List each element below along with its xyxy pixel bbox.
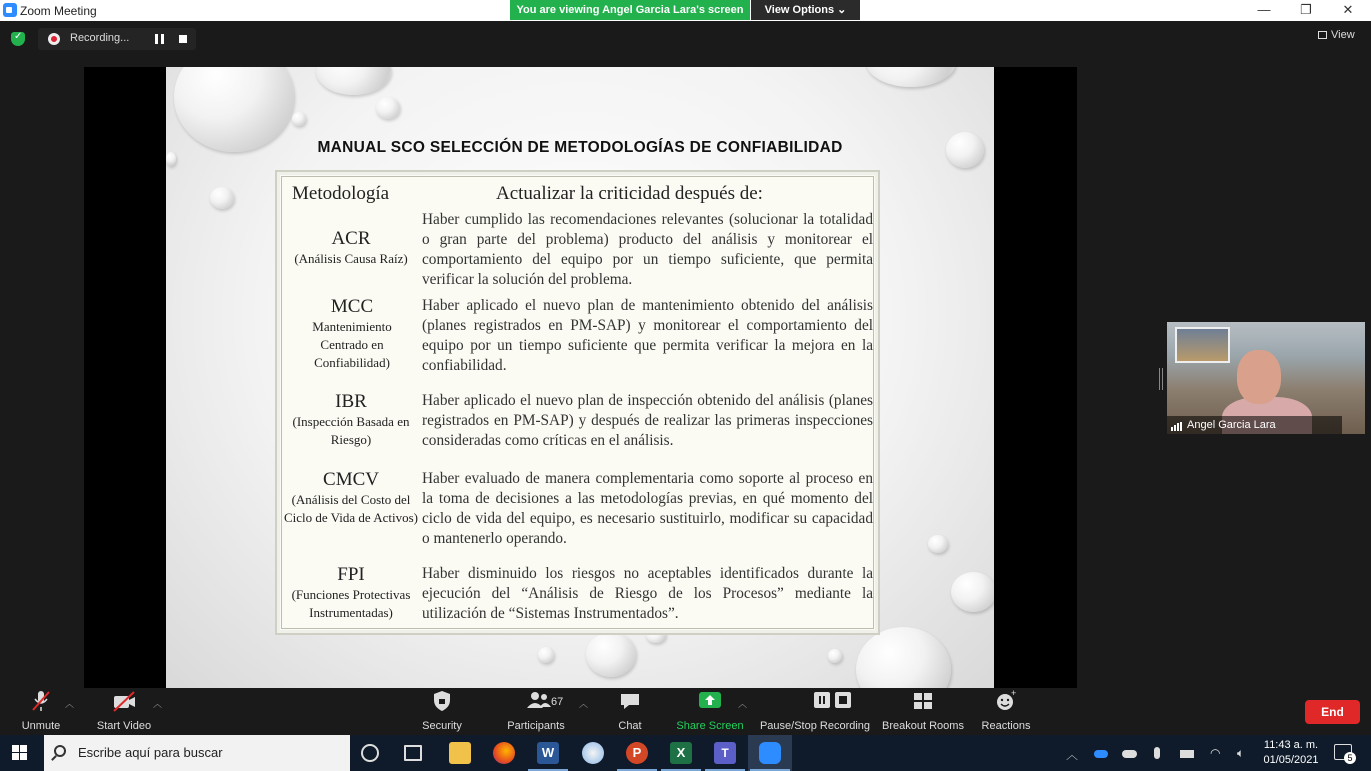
maximize-button[interactable]: ❐ (1300, 2, 1312, 17)
grid-icon (1318, 31, 1327, 39)
battery-icon[interactable] (1180, 750, 1194, 758)
water-drop (928, 535, 948, 553)
cortana-icon[interactable] (361, 744, 379, 762)
water-drop (316, 67, 391, 95)
share-screen-icon (697, 688, 723, 714)
paint-icon[interactable] (582, 742, 604, 764)
wifi-icon[interactable]: ◠ (1210, 746, 1221, 760)
methodology-abbr: ACR (331, 228, 371, 249)
methodology-name (282, 469, 420, 527)
methodology-desc: (Inspección Basada en Riesgo) (292, 414, 410, 447)
column-header-update: Actualizar la criticidad después de: (496, 183, 763, 204)
methodology-name (282, 391, 420, 449)
recording-indicator (38, 28, 196, 50)
search-placeholder: Escribe aquí para buscar (78, 745, 223, 760)
encryption-shield-icon[interactable] (11, 32, 25, 46)
methodology-desc: (Análisis Causa Raíz) (294, 251, 408, 266)
onedrive-icon[interactable] (1094, 750, 1108, 758)
notifications-count: 5 (1344, 752, 1356, 764)
file-explorer-icon[interactable] (449, 742, 471, 764)
security-shield-icon (429, 688, 455, 714)
share-banner: You are viewing Angel Garcia Lara's screen (510, 0, 750, 20)
methodology-table (275, 170, 880, 635)
security-button[interactable] (418, 688, 466, 735)
table-frame (281, 176, 874, 629)
methodology-abbr: MCC (330, 296, 374, 317)
svg-text:+: + (1011, 688, 1017, 698)
water-drop (586, 632, 636, 677)
meeting-top-bar (0, 21, 1371, 67)
view-options-button[interactable]: View Options ⌄ (751, 0, 860, 20)
muted-mic-icon (28, 688, 54, 714)
start-video-button[interactable] (94, 688, 154, 735)
pause-stop-recording-label: Pause/Stop Recording (759, 720, 871, 732)
window-title: Zoom Meeting (20, 4, 97, 18)
participant-name-label (1167, 416, 1342, 434)
water-drop (538, 647, 554, 663)
breakout-rooms-label: Breakout Rooms (882, 720, 964, 732)
chat-bubble-icon (617, 688, 643, 714)
share-options-chevron-icon[interactable]: ︿ (738, 699, 748, 709)
title-bar (0, 0, 1371, 21)
slide-title: MANUAL SCO SELECCIÓN DE METODOLOGÍAS DE CONFIABILIDAD (317, 139, 843, 156)
water-drop (951, 572, 994, 612)
shared-slide (166, 67, 994, 688)
participants-label: Participants (507, 720, 565, 732)
reactions-label: Reactions (981, 720, 1031, 732)
methodology-desc: (Funciones Protectivas Instrumentadas) (291, 587, 411, 620)
water-drop (828, 649, 842, 663)
participants-button[interactable] (505, 688, 567, 735)
view-label: View (1331, 29, 1355, 41)
methodology-criteria: Haber cumplido las recomendaciones relevantes (solucionar la totalidad o gran parte del problema) producto del análisis y monitorear el comportamiento del equipo por un tiempo suficiente, que permita verificar la solución del problema. (422, 211, 873, 288)
zoom-app-icon (3, 3, 17, 17)
audio-options-chevron-icon[interactable]: ︿ (65, 699, 75, 709)
firefox-icon[interactable] (493, 742, 515, 764)
clock-date: 01/05/2021 (1263, 754, 1319, 766)
volume-icon[interactable]: 🔈︎ (1237, 746, 1245, 760)
methodology-abbr: FPI (337, 564, 365, 585)
signal-strength-icon (1171, 422, 1183, 431)
share-screen-button[interactable] (674, 688, 746, 735)
taskbar-clock[interactable] (1255, 738, 1327, 768)
taskbar-search-input[interactable] (44, 735, 350, 771)
methodology-name (282, 228, 420, 268)
thumbnail-drag-handle[interactable] (1159, 368, 1163, 390)
reactions-button[interactable] (980, 688, 1032, 735)
methodology-criteria: Haber aplicado el nuevo plan de mantenimiento obtenido del análisis (planes registrados en PM-SAP) y monitorear el comportamiento del equipo por un tiempo suficiente que permita verificar la mejora en la confiabilidad. (422, 297, 873, 374)
task-view-icon[interactable] (404, 745, 422, 761)
minimize-button[interactable]: — (1257, 2, 1271, 17)
wall-painting (1175, 327, 1230, 363)
close-button[interactable]: ✕ (1342, 2, 1354, 17)
reactions-smiley-icon (993, 688, 1019, 714)
participants-options-chevron-icon[interactable]: ︿ (579, 699, 589, 709)
teams-icon[interactable]: T (714, 742, 736, 764)
methodology-abbr: IBR (335, 391, 367, 412)
search-icon (54, 745, 66, 757)
water-drop (866, 67, 956, 87)
column-header-methodology: Metodología (292, 183, 390, 204)
windows-taskbar (0, 735, 1371, 771)
unmute-button[interactable] (14, 688, 68, 735)
zoom-icon[interactable] (759, 742, 781, 764)
recording-label: Recording... (70, 32, 130, 44)
unmute-label: Unmute (21, 720, 61, 732)
pause-stop-recording-icon (814, 688, 854, 714)
water-drop (292, 112, 306, 126)
participant-video-thumbnail[interactable] (1167, 322, 1365, 434)
cloud-icon[interactable] (1122, 750, 1137, 758)
methodology-desc: Mantenimiento Centrado en Confiabilidad) (312, 319, 392, 370)
start-video-label: Start Video (96, 720, 152, 732)
meeting-toolbar (0, 688, 1371, 735)
water-drop (856, 627, 951, 688)
water-drop (376, 97, 400, 119)
breakout-rooms-button[interactable] (880, 688, 966, 735)
methodology-name (287, 296, 417, 372)
stop-recording-icon[interactable] (179, 35, 187, 43)
video-options-chevron-icon[interactable]: ︿ (153, 699, 163, 709)
chat-label: Chat (618, 720, 642, 732)
view-layout-button[interactable] (1318, 29, 1362, 47)
chat-button[interactable] (610, 688, 650, 735)
participant-head (1237, 350, 1281, 404)
methodology-criteria: Haber disminuido los riesgos no aceptables identificados durante la ejecución del “Análisis de Riesgo de los Procesos” mediante la utilización de “Sistemas Instrumentados”. (422, 565, 873, 622)
pause-stop-recording-button[interactable] (758, 688, 872, 735)
clock-time: 11:43 a. m. (1263, 739, 1319, 751)
methodology-criteria: Haber evaluado de manera complementaria como soporte al proceso en la toma de decisiones a las metodologías previas, en qué momento del ciclo de vida del equipo, es necesario sustituirlo, modificar su capacidad o mantenerlo operando. (422, 470, 873, 547)
participants-count: 67 (551, 696, 564, 708)
methodology-name (282, 564, 420, 622)
security-label: Security (422, 720, 462, 732)
recording-dot-icon (48, 33, 60, 45)
methodology-criteria: Haber aplicado el nuevo plan de inspección obtenido del análisis (planes registrados en PM-SAP) y después de realizar las primeras inspecciones consideradas como críticas en el análisis. (422, 392, 873, 449)
excel-icon[interactable]: X (670, 742, 692, 764)
participant-name: Angel Garcia Lara (1187, 419, 1276, 431)
methodology-desc: (Análisis del Costo del Ciclo de Vida de Activos) (283, 492, 418, 525)
powerpoint-icon[interactable]: P (626, 742, 648, 764)
water-drop (210, 187, 234, 209)
end-meeting-button[interactable]: End (1305, 700, 1360, 724)
show-hidden-icons-chevron-icon[interactable]: ︿ (1066, 748, 1079, 762)
breakout-rooms-icon (910, 688, 936, 714)
pause-recording-icon[interactable] (155, 34, 164, 44)
microphone-icon[interactable] (1154, 747, 1160, 759)
share-screen-label: Share Screen (676, 720, 744, 732)
word-icon[interactable]: W (537, 742, 559, 764)
methodology-abbr: CMCV (323, 469, 379, 490)
windows-start-icon[interactable] (12, 745, 28, 761)
video-off-icon (111, 688, 137, 714)
